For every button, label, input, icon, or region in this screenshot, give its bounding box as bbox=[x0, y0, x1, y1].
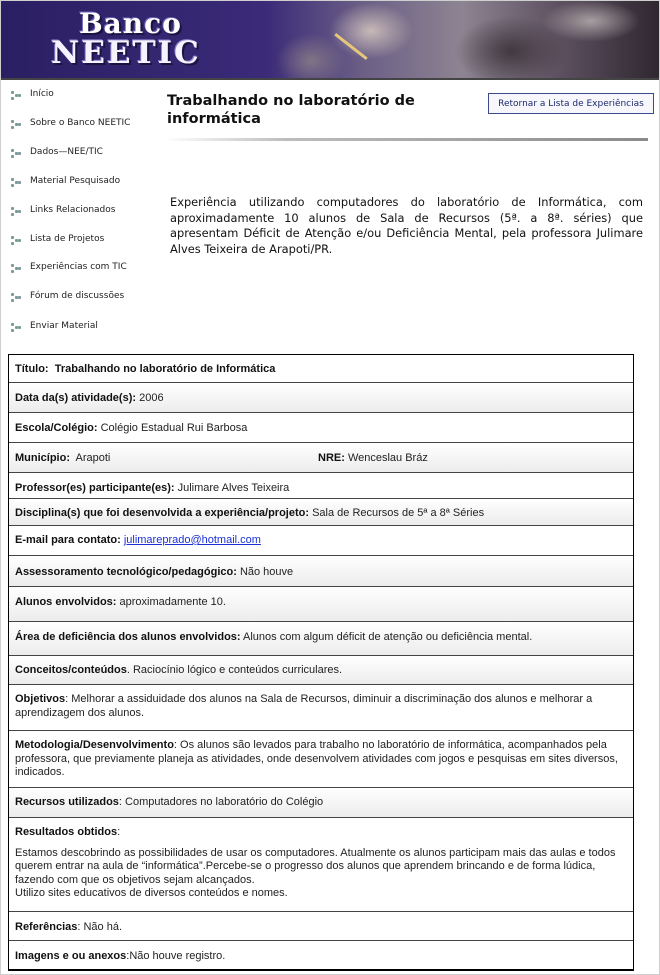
field-label: Data da(s) atividade(s): bbox=[15, 392, 137, 404]
field-value: Julimare Alves Teixeira bbox=[177, 482, 290, 494]
row-municipio bbox=[9, 443, 633, 473]
nav-item-label: Material Pesquisado bbox=[30, 176, 121, 186]
row-conceitos bbox=[9, 656, 633, 685]
resultados-paragraph-2: Utilizo sites educativos de diversos conteúdos e nomes. bbox=[15, 887, 288, 899]
nav-item-label: Fórum de discussões bbox=[30, 291, 125, 301]
field-value: Arapoti bbox=[75, 452, 111, 464]
resultados-paragraph-1: Estamos descobrindo as possibilidades de usar os computadores. Atualmente os alunos participam mais das aulas e todos querem entrar na aula de “informática”.Percebe-se o progresso dos alunos que aprendem brincando e de forma lúdica, fazendo com que os objetivos sejam alcançados. bbox=[15, 846, 616, 886]
nav-item-projetos[interactable] bbox=[0, 231, 160, 249]
field-label: Assessoramento tecnológico/pedagógico: bbox=[15, 566, 237, 578]
nav-item-label: Início bbox=[30, 89, 54, 99]
field-value: . Raciocínio lógico e conteúdos curriculares. bbox=[126, 664, 343, 676]
field-value: Sala de Recursos de 5ª a 8ª Séries bbox=[312, 507, 485, 519]
row-objetivos bbox=[9, 685, 633, 731]
field-label: E-mail para contato: bbox=[15, 534, 121, 546]
field-value: Colégio Estadual Rui Barbosa bbox=[100, 422, 248, 434]
row-disciplina bbox=[9, 499, 633, 526]
nav-item-label: Enviar Material bbox=[30, 321, 98, 331]
field-label: Conceitos/conteúdos bbox=[15, 664, 127, 676]
logo-line-1: Banco bbox=[79, 7, 182, 40]
bullet-icon bbox=[11, 177, 21, 187]
page-title: Trabalhando no laboratório de informática bbox=[167, 93, 415, 127]
field-label: Referências bbox=[15, 921, 78, 933]
nav-item-label: Experiências com TIC bbox=[30, 262, 127, 272]
row-alunos bbox=[9, 587, 633, 622]
return-to-list-button[interactable]: Retornar a Lista de Experiências bbox=[488, 93, 654, 114]
field-value: 2006 bbox=[139, 392, 164, 404]
nav-item-inicio[interactable] bbox=[0, 86, 160, 104]
field-label: Escola/Colégio: bbox=[15, 422, 98, 434]
field-value: :Não houve registro. bbox=[126, 950, 226, 962]
nav-item-enviar[interactable] bbox=[0, 318, 160, 336]
field-label: Professor(es) participante(es): bbox=[15, 482, 175, 494]
nav-item-label: Lista de Projetos bbox=[30, 234, 105, 244]
nav-item-material[interactable] bbox=[0, 173, 160, 191]
bullet-icon bbox=[11, 322, 21, 332]
field-colon: : bbox=[117, 826, 121, 838]
logo-line-2: NEETIC bbox=[51, 35, 201, 71]
row-metodologia bbox=[9, 731, 633, 788]
title-divider bbox=[164, 138, 648, 141]
row-escola bbox=[9, 413, 633, 443]
field-value: : Computadores no laboratório do Colégio bbox=[118, 796, 324, 808]
field-value: aproximadamente 10. bbox=[119, 596, 226, 608]
field-label: Disciplina(s) que foi desenvolvida a experiência/projeto: bbox=[15, 507, 310, 519]
bullet-icon bbox=[11, 292, 21, 302]
bullet-icon bbox=[11, 148, 21, 158]
field-value: : Os alunos são levados para trabalho no laboratório de informática, acompanhados pela professora, que previamente planeja as atividades, onde desenvolvem atividades com jogos e pesquisas em sites diversos, indicados. bbox=[15, 739, 618, 778]
field-value: Não houve bbox=[239, 566, 294, 578]
nav-item-label: Links Relacionados bbox=[30, 205, 116, 215]
field-label: Imagens e ou anexos bbox=[15, 950, 127, 962]
bullet-icon bbox=[11, 206, 21, 216]
site-banner bbox=[1, 1, 659, 78]
row-imagens bbox=[9, 941, 633, 970]
banner-photo bbox=[251, 1, 659, 78]
banner-divider bbox=[1, 78, 659, 80]
row-area bbox=[9, 622, 633, 656]
row-professor bbox=[9, 473, 633, 499]
bullet-icon bbox=[11, 119, 21, 129]
nav-item-links[interactable] bbox=[0, 202, 160, 220]
row-referencias bbox=[9, 912, 633, 941]
row-resultados bbox=[9, 818, 633, 912]
field-label: Alunos envolvidos: bbox=[15, 596, 117, 608]
row-titulo bbox=[9, 355, 633, 383]
row-recursos bbox=[9, 788, 633, 818]
details-table bbox=[8, 354, 634, 971]
nav-item-dados[interactable] bbox=[0, 144, 160, 162]
row-assessoramento bbox=[9, 556, 633, 587]
field-label: Resultados obtidos bbox=[15, 826, 118, 838]
nav-item-forum[interactable] bbox=[0, 288, 160, 306]
row-email bbox=[9, 526, 633, 556]
bullet-icon bbox=[11, 90, 21, 100]
field-value: Alunos com algum déficit de atenção ou deficiência mental. bbox=[243, 631, 533, 643]
field-label: Recursos utilizados bbox=[15, 796, 119, 808]
field-label: NRE: bbox=[318, 452, 345, 464]
bullet-icon bbox=[11, 235, 21, 245]
field-value: Wenceslau Bráz bbox=[347, 452, 428, 464]
field-label: Título: bbox=[15, 363, 49, 375]
nav-item-label: Dados—NEE/TIC bbox=[30, 147, 103, 157]
email-link[interactable]: julimareprado@hotmail.com bbox=[123, 534, 261, 546]
field-value: : Não há. bbox=[77, 921, 123, 933]
nav-item-sobre[interactable] bbox=[0, 115, 160, 133]
intro-paragraph: Experiência utilizando computadores do laboratório de Informática, com aproximadamente 10 alunos de Sala de Recursos (5ª. a 8ª. séries) que apresentam Déficit de Atenção e/ou Deficiência Mental, pela professora Julimare Alves Teixeira de Arapoti/PR. bbox=[170, 195, 643, 256]
field-label: Área de deficiência dos alunos envolvidos: bbox=[15, 631, 241, 643]
field-value: Trabalhando no laboratório de Informática bbox=[54, 363, 276, 375]
field-label: Município: bbox=[15, 452, 70, 464]
row-data bbox=[9, 383, 633, 413]
field-label: Metodologia/Desenvolvimento bbox=[15, 739, 174, 751]
bullet-icon bbox=[11, 263, 21, 273]
field-label: Objetivos bbox=[15, 693, 66, 705]
nav-item-experiencias[interactable] bbox=[0, 259, 160, 277]
nav-item-label: Sobre o Banco NEETIC bbox=[30, 118, 131, 128]
field-value: : Melhorar a assiduidade dos alunos na Sala de Recursos, diminuir a discriminação dos alunos e melhorar a aprendizagem dos alunos. bbox=[15, 693, 593, 719]
